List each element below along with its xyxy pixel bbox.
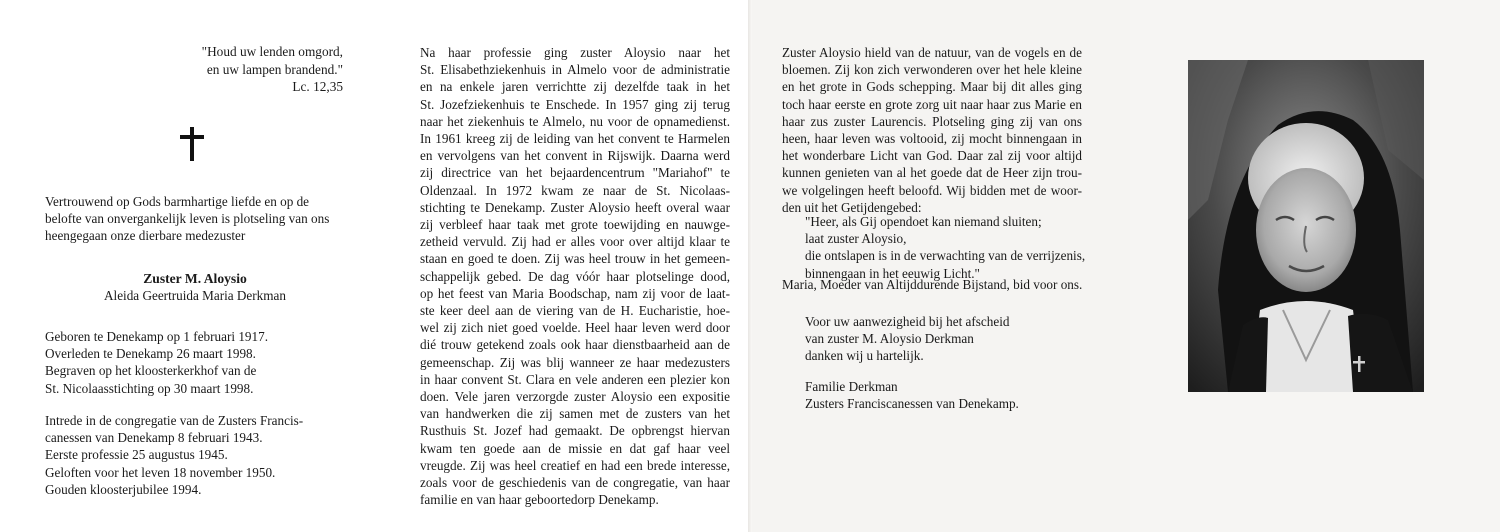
prayer-text [805, 213, 1095, 282]
bio-line: Oldenzaal. In 1972 kwam ze naar de St. Nicolaas- [420, 182, 730, 198]
bio-line: familie en van haar geboortedorp Denekamp. [420, 492, 659, 508]
bio-line: en na enkele jaren verrichtte zij dezelfde taak in het [420, 79, 730, 95]
prayer-line: laat zuster Aloysio, [805, 231, 907, 247]
bio-line: St. Jozefziekenhuis te Enschede. In 1957 ging zij terug [420, 96, 730, 112]
intro-line: heengegaan onze dierbare medezuster [45, 228, 246, 244]
bio-line: staan en goed te doen. Zij was heel trouw in het gemeen- [420, 251, 730, 267]
signoff-line: Familie Derkman [805, 379, 898, 394]
cross-icon [180, 127, 204, 161]
date-line: St. Nicolaasstichting op 30 maart 1998. [45, 380, 254, 396]
thanks-line: van zuster M. Aloysio Derkman [805, 331, 974, 347]
family-signoff [805, 378, 1095, 412]
prayer-line: "Heer, als Gij opendoet kan niemand sluiten; [805, 214, 1042, 229]
portrait-photo-icon [1188, 60, 1424, 392]
card-panel-left [0, 0, 375, 532]
closing-line: Zuster Aloysio hield van de natuur, van de vogels en de [782, 45, 1082, 60]
bio-line: ste keer deel aan de viering van de H. Eucharistie, hoe- [420, 303, 730, 319]
bio-line: en vervolgens van het convent in Rijswijk. Daarna werd [420, 148, 730, 164]
closing-line: het wonderbare Licht van God. Daar zal zij voor altijd [782, 148, 1082, 164]
life-dates [45, 328, 355, 397]
prayer-line: binnengaan in het eeuwig Licht." [805, 265, 980, 281]
closing-line: kunnen genieten van al het goede dat de Heer zijn trou- [782, 165, 1082, 181]
thanks-line: danken wij u hartelijk. [805, 348, 924, 364]
date-line: Geboren te Denekamp op 1 februari 1917. [45, 329, 269, 344]
closing-line: we volgelingen heeft beloofd. Wij bidden met de woor- [782, 182, 1082, 198]
thanks-text [805, 313, 1095, 365]
intro-line: belofte van onvergankelijk leven is plotseling van ons [45, 211, 330, 227]
bio-line: Na haar professie ging zuster Aloysio naar het [420, 45, 730, 60]
closing-line: bloemen. Zij kon zich verwonderen over het hele kleine [782, 62, 1082, 78]
bio-line: schappelijk gebed. De dag vóór haar plotselinge dood, [420, 268, 730, 284]
prayer-line: die ontslapen is in de verwachting van de verrijzenis, [805, 248, 1086, 264]
date-line: Begraven op het kloosterkerkhof van de [45, 363, 257, 379]
congregation-dates [45, 412, 355, 498]
congregation-line: canessen van Denekamp 8 februari 1943. [45, 430, 263, 446]
bio-line: op het feest van Maria Boodschap, nam zij voor de laat- [420, 285, 730, 301]
bio-line: van handwerken die zij samen met de zusters van het [420, 406, 730, 422]
congregation-line: Eerste professie 25 augustus 1945. [45, 447, 228, 463]
closing-line: toch haar eerste en grote zorg uit naar haar zus Marie en [782, 96, 1082, 112]
bio-line: stichting te Denekamp. Zuster Aloysio heeft overal waar [420, 199, 730, 215]
deceased-full-name: Aleida Geertruida Maria Derkman [104, 288, 286, 303]
date-line: Overleden te Denekamp 26 maart 1998. [45, 346, 256, 362]
bio-line: In 1961 kreeg zij de leiding van het convent te Harmelen [420, 131, 730, 147]
closing-line: en het grote in Gods schepping. Maar bij dit alles ging [782, 79, 1082, 95]
bio-line: St. Elisabethziekenhuis in Almelo voor de administratie [420, 62, 730, 78]
thanks-line: Voor uw aanwezigheid bij het afscheid [805, 314, 1010, 329]
bio-line: in haar convent St. Clara en vele anderen een plezier kon [420, 371, 730, 387]
bio-line: kwam ten goede aan de missie en dat gaf haar veel [420, 440, 730, 456]
quote-reference: Lc. 12,35 [292, 79, 343, 94]
deceased-name: Zuster M. Aloysio [143, 271, 247, 286]
bio-line: wel zij zich niet goed voelde. Heel haar leven werd door [420, 320, 730, 336]
closing-text [782, 44, 1082, 216]
bio-line: gemeenschap. Zij was blij wanneer ze haar medezusters [420, 354, 730, 370]
biography-text [420, 44, 730, 508]
bible-quote [150, 43, 343, 96]
closing-line: haar zus zuster Laurencis. Plotseling ging zij van ons [782, 113, 1082, 129]
bio-line: zij directrice van het bejaardencentrum "Mariahof" te [420, 165, 730, 181]
bio-line: zij verbleef haar taak met grote toewijding en nauwge- [420, 217, 730, 233]
closing-line: den uit het Getijdengebed: [782, 199, 922, 215]
maria-invocation: Maria, Moeder van Altijddurende Bijstand, bid voor ons. [782, 277, 1083, 292]
bio-line: zoals voor de geschiedenis van de congregatie, van haar [420, 475, 730, 491]
congregation-line: Geloften voor het leven 18 november 1950. [45, 464, 276, 480]
bio-line: zetheid vervuld. Zij had er alles voor over altijd klaar te [420, 234, 730, 250]
intro-line: Vertrouwend op Gods barmhartige liefde en op de [45, 194, 310, 209]
quote-line: "Houd uw lenden omgord, [201, 44, 343, 59]
signoff-line: Zusters Franciscanessen van Denekamp. [805, 396, 1019, 412]
card-fold [748, 0, 752, 532]
bio-line: naar het ziekenhuis te Almelo, nu voor de opnamedienst. [420, 113, 730, 129]
intro-text [45, 193, 345, 245]
bio-line: doen. Vele jaren verzorgde zuster Aloysio een expositie [420, 389, 730, 405]
bio-line: Rusthuis St. Jozef had gemaakt. De opbrengst hiervan [420, 423, 730, 439]
bio-line: dié trouw getekend zoals ook haar dienstbaarheid aan de [420, 337, 730, 353]
bio-line: vreugde. Zij was heel creatief en had een brede interesse, [420, 457, 730, 473]
closing-line: heen, haar leven was voltooid, zij mocht binnengaan in [782, 131, 1082, 147]
congregation-line: Gouden kloosterjubilee 1994. [45, 481, 202, 497]
congregation-line: Intrede in de congregatie van de Zusters Francis- [45, 413, 304, 428]
quote-line: en uw lampen brandend." [206, 61, 343, 77]
